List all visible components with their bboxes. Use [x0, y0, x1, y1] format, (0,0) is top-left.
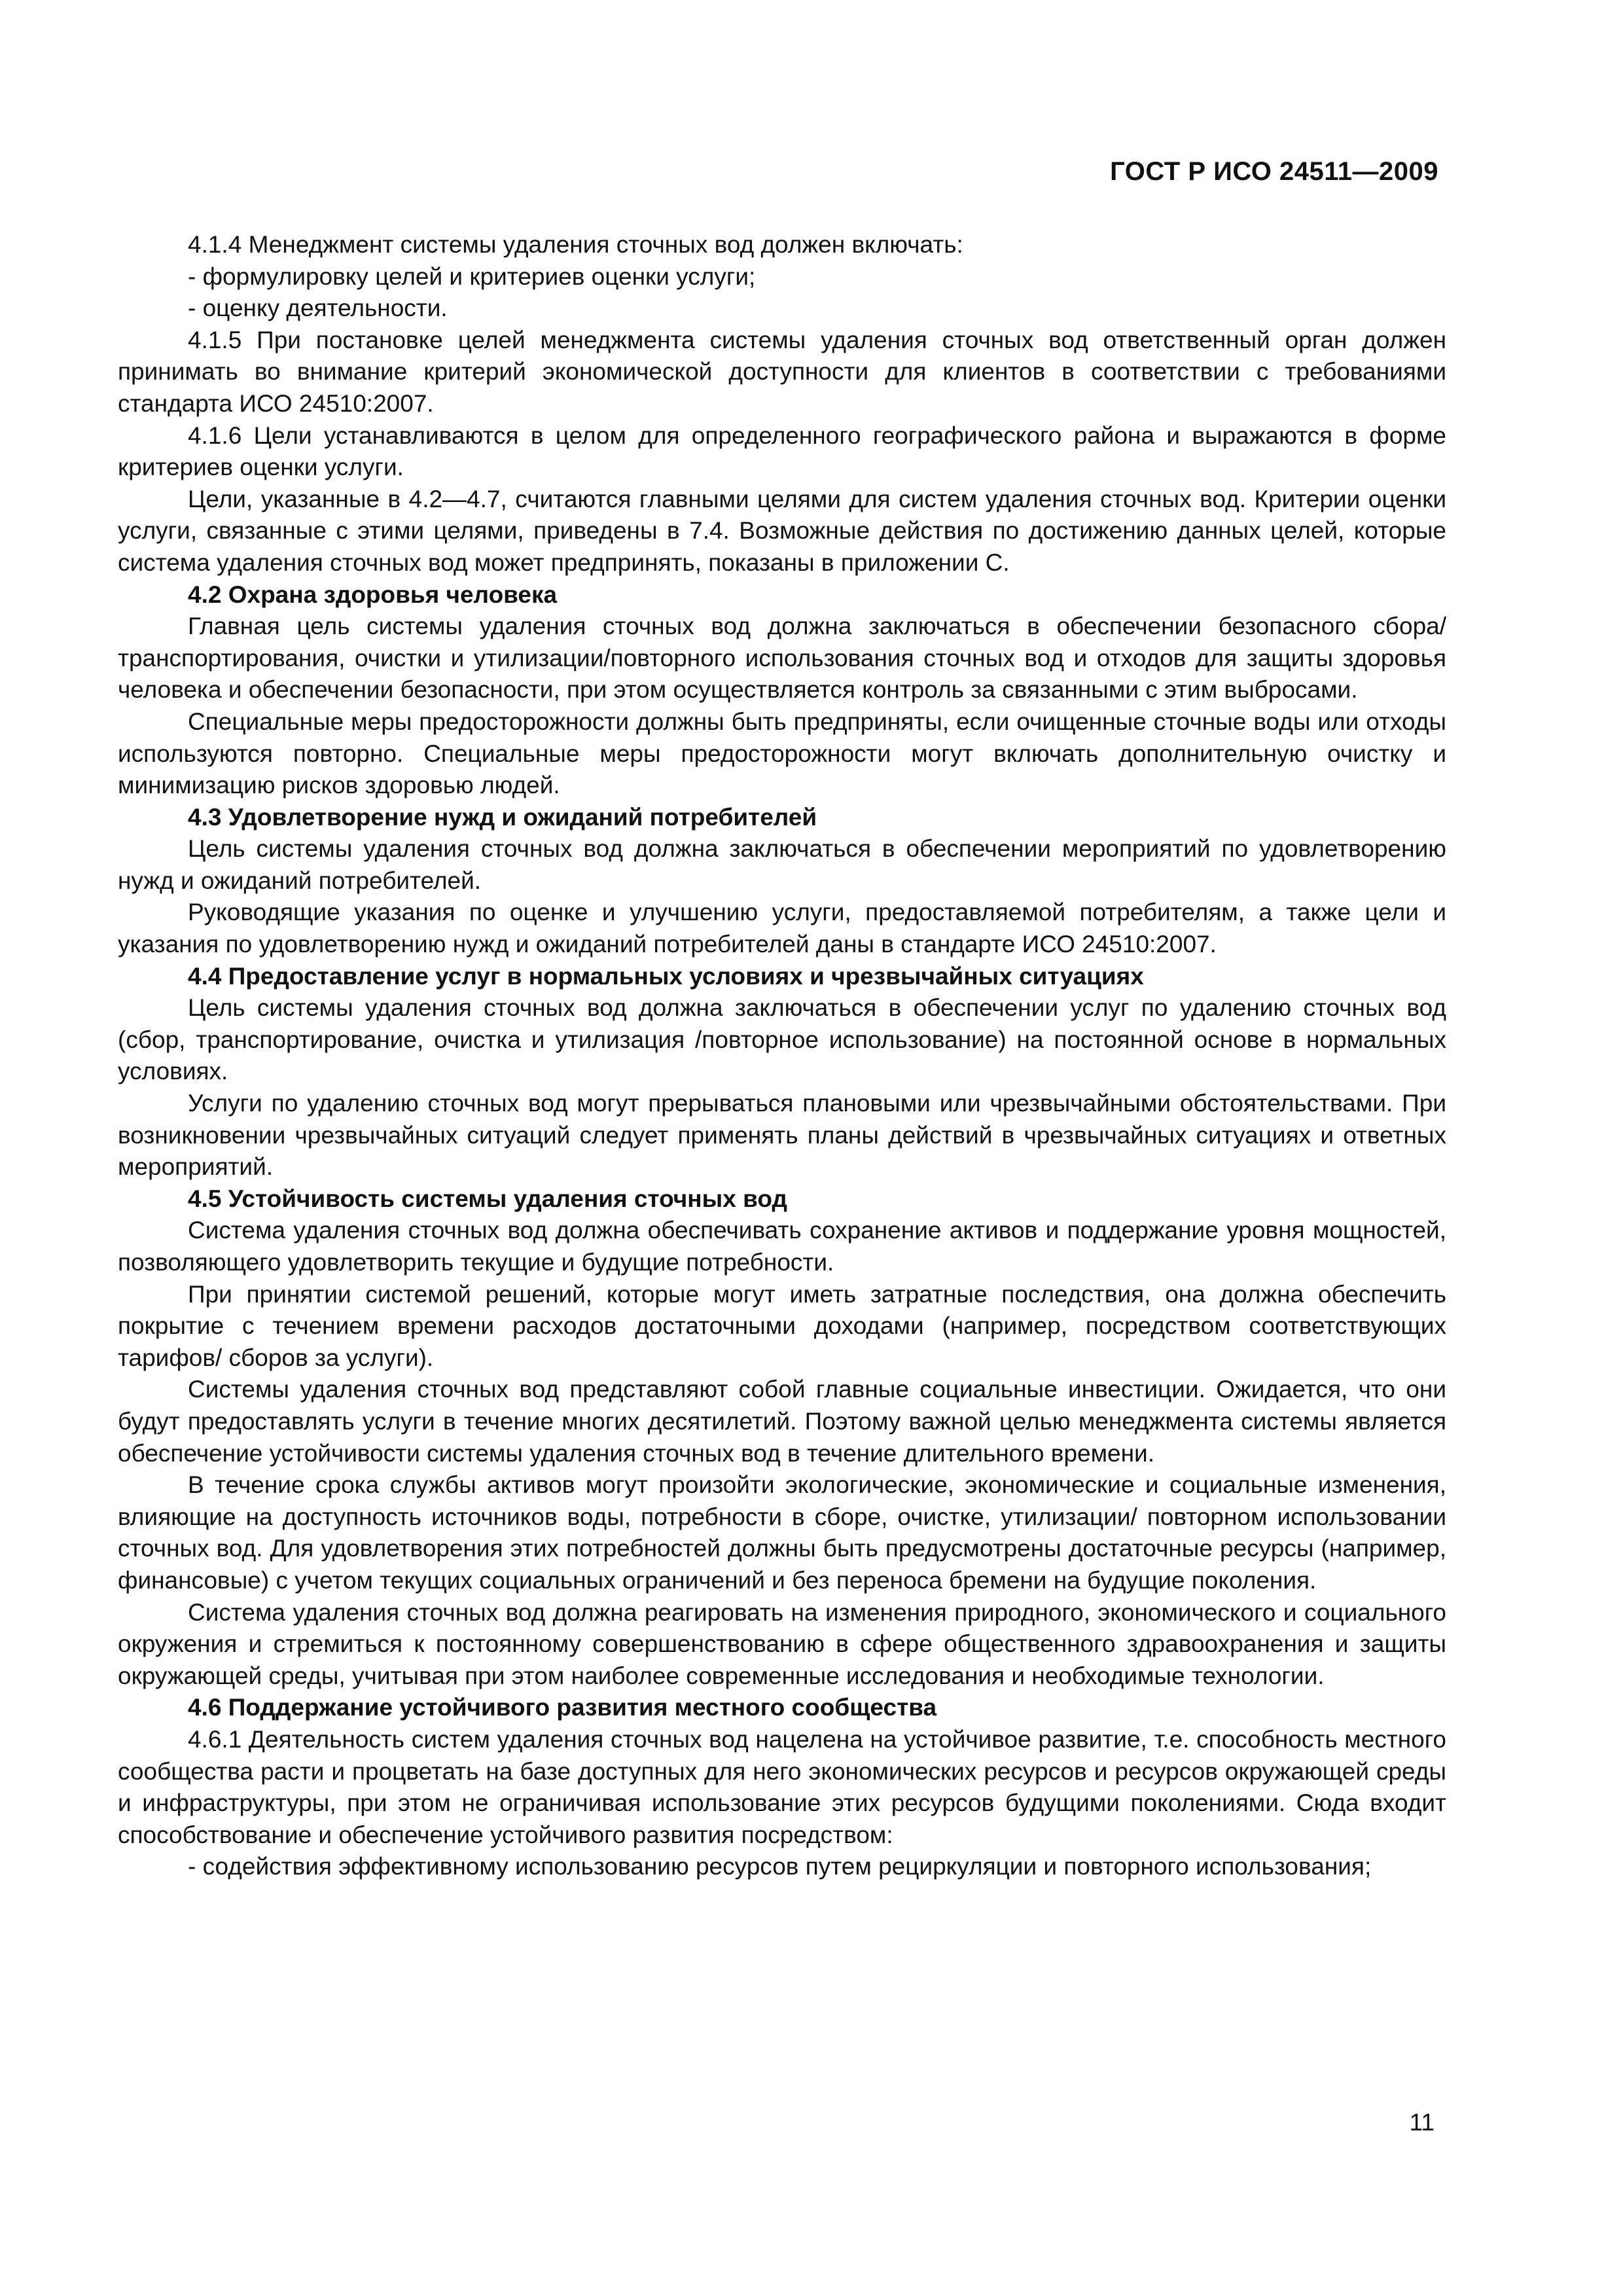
paragraph: Система удаления сточных вод должна реагировать на изменения природного, экономического и социального окружения и стремиться к постоянному совершенствованию в сфере общественного здравоохранения и защиты окружающей среды, учитывая при этом наиболее современные исследования и необходимые технологии.: [118, 1598, 1446, 1689]
paragraph: Цель системы удаления сточных вод должна заключаться в обеспечении мероприятий по удовлетворению нужд и ожиданий потребителей.: [118, 835, 1446, 894]
section-heading-4-3: 4.3 Удовлетворение нужд и ожиданий потребителей: [188, 803, 817, 831]
paragraph: Услуги по удалению сточных вод могут прерываться плановыми или чрезвычайными обстоятельствами. При возникновении чрезвычайных ситуаций следует применять планы действий в чрезвычайных ситуациях и ответных мероприятий.: [118, 1090, 1446, 1181]
paragraph: Цель системы удаления сточных вод должна заключаться в обеспечении услуг по удалению сточных вод (сбор, транспортирование, очистка и утилизация /повторное использование) на постоянной основе в нормальных условиях.: [118, 994, 1446, 1085]
paragraph-4-6-1: 4.6.1 Деятельность систем удаления сточных вод нацелена на устойчивое развитие, т.е. способность местного сообщества расти и процветать на базе доступных для него экономических ресурсов и ресурсов окружающей среды и инфраструктуры, при этом не ограничивая использование этих ресурсов будущими поколениями. Сюда входит способствование и обеспечение устойчивого развития посредством:: [118, 1725, 1446, 1848]
paragraph-4-1-5: 4.1.5 При постановке целей менеджмента системы удаления сточных вод ответственный орган должен принимать во внимание критерий экономической доступности для клиентов в соответствии с требованиями стандарта ИСО 24510:2007.: [118, 326, 1446, 417]
paragraph: Система удаления сточных вод должна обеспечивать сохранение активов и поддержание уровня мощностей, позволяющего удовлетворить текущие и будущие потребности.: [118, 1217, 1446, 1276]
paragraph: Специальные меры предосторожности должны быть предприняты, если очищенные сточные воды или отходы используются повторно. Специальные меры предосторожности могут включать дополнительную очистку и минимизацию рисков здоровью людей.: [118, 708, 1446, 799]
paragraph: Системы удаления сточных вод представляют собой главные социальные инвестиции. Ожидается, что они будут предоставлять услуги в течение многих десятилетий. Поэтому важной целью менеджмента системы является обеспечение устойчивости системы удаления сточных вод в течение длительного времени.: [118, 1376, 1446, 1467]
paragraph-4-1-6: 4.1.6 Цели устанавливаются в целом для определенного географического района и выражаются в форме критериев оценки услуги.: [118, 422, 1446, 481]
page-number: 11: [1409, 2109, 1435, 2136]
section-heading-4-6: 4.6 Поддержание устойчивого развития местного сообщества: [188, 1694, 937, 1721]
paragraph: В течение срока службы активов могут произойти экологические, экономические и социальные изменения, влияющие на доступность источников воды, потребности в сборе, очистке, утилизации/ повторном использовании сточных вод. Для удовлетворения этих потребностей должны быть предусмотрены достаточные ресурсы (например, финансовые) с учетом текущих социальных ограничений и без переноса бремени на будущие поколения.: [118, 1471, 1446, 1594]
section-heading-4-4: 4.4 Предоставление услуг в нормальных условиях и чрезвычайных ситуациях: [188, 962, 1144, 990]
paragraph: Главная цель системы удаления сточных вод должна заключаться в обеспечении безопасного сбора/транспортирования, очистки и утилизации/повторного использования сточных вод и отходов для защиты здоровья человека и обеспечении безопасности, при этом осуществляется контроль за связанными с этим выбросами.: [118, 613, 1446, 704]
list-item: - оценку деятельности.: [188, 295, 448, 322]
document-body: [118, 229, 1446, 1883]
list-item: - содействия эффективному использованию ресурсов путем рециркуляции и повторного использования;: [188, 1853, 1372, 1880]
paragraph: Цели, указанные в 4.2—4.7, считаются главными целями для систем удаления сточных вод. Критерии оценки услуги, связанные с этими целями, приведены в 7.4. Возможные действия по достижению данных целей, которые система удаления сточных вод может предпринять, показаны в приложении С.: [118, 485, 1446, 576]
paragraph: Руководящие указания по оценке и улучшению услуги, предоставляемой потребителям, а также цели и указания по удовлетворению нужд и ожиданий потребителей даны в стандарте ИСО 24510:2007.: [118, 899, 1446, 958]
paragraph-4-1-4: 4.1.4 Менеджмент системы удаления сточных вод должен включать:: [188, 231, 963, 258]
list-item: - формулировку целей и критериев оценки услуги;: [188, 262, 756, 290]
section-heading-4-5: 4.5 Устойчивость системы удаления сточных вод: [188, 1185, 787, 1212]
section-heading-4-2: 4.2 Охрана здоровья человека: [188, 581, 558, 608]
standard-header: ГОСТ Р ИСО 24511—2009: [1110, 157, 1438, 186]
paragraph: При принятии системой решений, которые могут иметь затратные последствия, она должна обеспечить покрытие с течением времени расходов достаточными доходами (например, посредством соответствующих тарифов/ сборов за услуги).: [118, 1280, 1446, 1371]
